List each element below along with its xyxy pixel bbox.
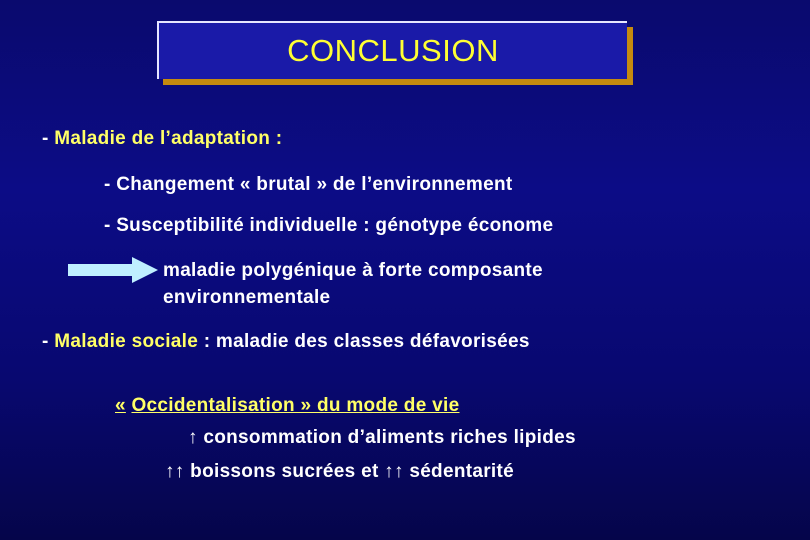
adaptation-label: Maladie de l’adaptation : [54, 128, 283, 149]
environnementale-line: environnementale [163, 287, 331, 308]
title-box [157, 21, 627, 79]
point-sociale [42, 331, 530, 353]
point-adaptation [42, 128, 282, 150]
slide-title: CONCLUSION [287, 33, 499, 68]
open-quote: « [115, 395, 126, 416]
sociale-label: Maladie sociale [54, 331, 199, 352]
consommation-line: ↑ consommation d’aliments riches lipides [188, 427, 576, 448]
occidentalisation-line [115, 395, 459, 417]
dash: - [42, 128, 55, 149]
sub-point-susceptibilite: - Susceptibilité individuelle : génotype économe [104, 215, 554, 236]
polygenique-line: maladie polygénique à forte composante [163, 260, 543, 281]
boissons-line: ↑↑ boissons sucrées et ↑↑ sédentarité [165, 461, 514, 482]
dash: - [42, 331, 55, 352]
sub-point-changement: - Changement « brutal » de l’environnement [104, 174, 513, 195]
sociale-rest: : maladie des classes défavorisées [198, 331, 530, 352]
occidentalisation-label: Occidentalisation » du mode de vie [131, 395, 460, 416]
right-arrow-icon [68, 257, 158, 283]
